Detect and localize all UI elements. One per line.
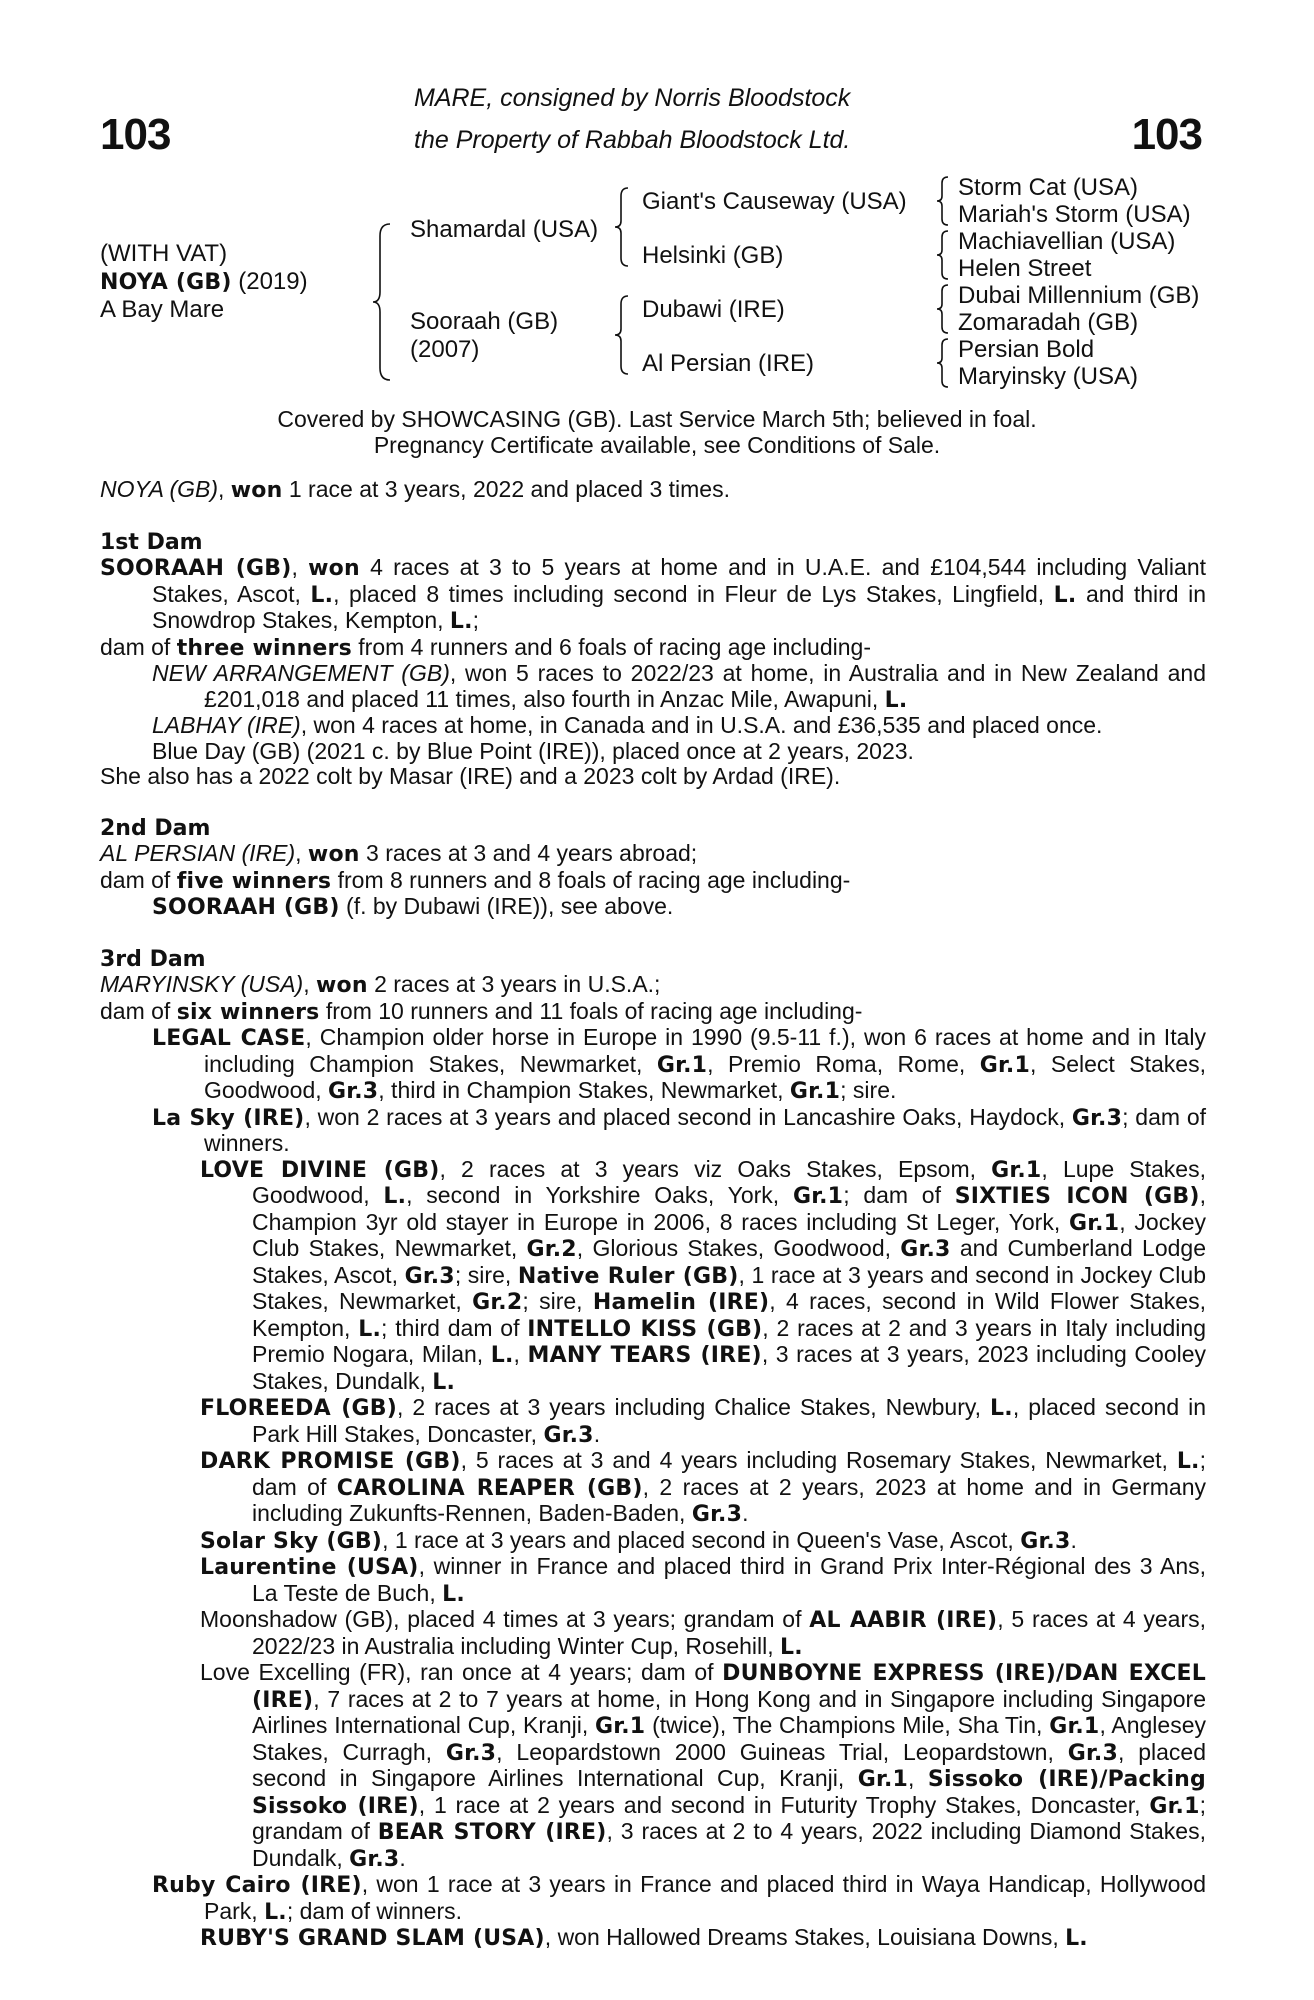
text-run: , 2 races at 2 and 3 years in Italy including Premio Nogara, Milan, <box>252 1314 1206 1367</box>
text-run: ; sire, <box>454 1261 518 1288</box>
descendant-entry <box>100 1157 1206 1396</box>
third-dam-heading: 3rd Dam <box>100 946 206 972</box>
pedigree-sire: Shamardal (USA) <box>410 216 599 243</box>
pedigree-brace-g3-1 <box>936 175 950 227</box>
text-run: Moonshadow (GB), placed 4 times at 3 years; grandam of <box>200 1606 810 1632</box>
text-run: , Champion 3yr old stayer in Europe in 2006, 8 races including St Leger, York, <box>252 1182 1206 1235</box>
text-run: , 3 races at 3 years, 2023 including Cooley Stakes, Dundalk, <box>252 1341 1207 1394</box>
bold-run: Gr.3 <box>328 1079 379 1104</box>
text-run: . <box>593 1420 601 1447</box>
bold-run: DARK PROMISE (GB) <box>200 1449 461 1474</box>
text-run: , placed second in Park Hill Stakes, Doncaster, <box>252 1394 1206 1447</box>
pedigree-gen3-7: Persian Bold <box>958 336 1095 363</box>
bold-run: La Sky (IRE) <box>152 1105 305 1131</box>
text-run: , placed 8 times including second in Fleur de Lys Stakes, Lingfield, <box>333 580 1054 607</box>
text-run: Blue Day (GB) (2021 c. by Blue Point (IRE)), placed once at 2 years, 2023. <box>152 737 914 764</box>
text-run: ; sire. <box>840 1077 897 1103</box>
covered-note-line-1: Covered by SHOWCASING (GB). Last Service March 5th; believed in foal. <box>277 406 1037 432</box>
descendant-entry <box>100 1395 1206 1448</box>
bold-run: Gr.3 <box>900 1237 951 1262</box>
text-run: Love Excelling (FR), ran once at 4 years; dam of <box>200 1659 723 1685</box>
bold-run: LOVE DIVINE (GB) <box>200 1157 440 1183</box>
text-run: and Cumberland Lodge Stakes, Ascot, <box>252 1235 1207 1288</box>
text-run: , Glorious Stakes, Goodwood, <box>576 1235 901 1261</box>
bold-run: won <box>308 556 360 581</box>
text-run: , won 2 races at 3 years and placed second in Lancashire Oaks, Haydock, <box>304 1103 1072 1130</box>
bold-run: L. <box>264 1899 287 1925</box>
text-run: , 1 race at 3 years and placed second in Queen's Vase, Ascot, <box>382 1526 1021 1553</box>
pedigree-brace-dam <box>614 294 630 376</box>
bold-run: L. <box>780 1634 803 1660</box>
catalogue-body <box>100 477 1206 1952</box>
text-run: ; dam of winners. <box>204 1103 1206 1156</box>
text-run: ; sire, <box>522 1288 593 1314</box>
first-dam-heading: 1st Dam <box>100 529 203 555</box>
horse-year: (2019) <box>231 268 308 295</box>
text-run: ; dam of winners. <box>286 1897 462 1924</box>
second-dam-produce-intro <box>100 868 1206 895</box>
second-dam-heading: 2nd Dam <box>100 815 211 841</box>
italic-run: AL PERSIAN (IRE) <box>100 840 296 866</box>
text-run: , <box>908 1765 928 1791</box>
pedigree-gen3-1: Storm Cat (USA) <box>958 174 1139 201</box>
bold-run: Native Ruler (GB) <box>517 1263 739 1289</box>
bold-run: won <box>316 973 368 998</box>
text-run: from 10 runners and 11 foals of racing age including- <box>319 997 863 1024</box>
text-run: ; dam of <box>252 1447 1206 1500</box>
bold-run: L. <box>449 609 473 634</box>
bold-run: L. <box>884 687 908 713</box>
bold-run: INTELLO KISS (GB) <box>527 1316 763 1342</box>
bold-run: Gr.3 <box>1071 1105 1123 1131</box>
produce-entry <box>100 661 1206 713</box>
text-run: , winner in France and placed third in Grand Prix Inter-Régional des 3 Ans, La Teste de Buch, <box>252 1553 1206 1606</box>
pedigree-brace-g3-2 <box>936 229 950 281</box>
bold-run: Hamelin (IRE) <box>592 1290 770 1315</box>
bold-run: SOORAAH (GB) <box>100 556 292 581</box>
bold-run: L. <box>358 1316 382 1342</box>
bold-run: Gr.3 <box>404 1263 455 1289</box>
bold-run: L. <box>383 1184 407 1209</box>
lot-number-left: 103 <box>100 110 171 159</box>
descendant-entry <box>100 1554 1206 1607</box>
horse-name: NOYA (GB) <box>100 270 232 295</box>
bold-run: Gr.3 <box>1067 1740 1118 1766</box>
text-run: . <box>1070 1526 1077 1553</box>
bold-run: Gr.1 <box>991 1157 1042 1183</box>
pedigree-dam: Sooraah (GB) <box>410 308 559 335</box>
descendant-entry <box>100 1607 1206 1660</box>
text-run: , 2 races at 2 years, 2023 at home and in Germany including Zukunfts-Rennen, Baden-Baden, <box>252 1473 1206 1526</box>
produce-entry <box>100 894 1206 921</box>
text-run: , third in Champion Stakes, Newmarket, <box>378 1077 790 1103</box>
text-run: 2 races at 3 years in U.S.A.; <box>367 971 661 997</box>
text-run: (f. by Dubawi (IRE)), see above. <box>339 893 674 919</box>
bold-run: Ruby Cairo (IRE) <box>152 1873 362 1898</box>
text-run: ; grandam of <box>252 1791 1206 1844</box>
bold-run: Gr.3 <box>543 1422 594 1448</box>
bold-run: Gr.3 <box>1020 1528 1071 1554</box>
text-run: , <box>513 1341 528 1367</box>
text-run: , 1 race at 3 years and second in Jockey Club Stakes, Newmarket, <box>252 1261 1206 1314</box>
first-dam-record <box>100 555 1206 635</box>
bold-run: L. <box>310 582 334 608</box>
pedigree-gen2-1: Giant's Causeway (USA) <box>642 188 907 215</box>
bold-run: Gr.1 <box>595 1714 646 1739</box>
produce-entry <box>100 713 1206 739</box>
text-run: . <box>742 1500 749 1526</box>
bold-run: LEGAL CASE <box>152 1026 306 1051</box>
bold-run: SIXTIES ICON (GB) <box>954 1184 1200 1209</box>
text-run: from 8 runners and 8 foals of racing age including- <box>331 866 851 893</box>
text-run: , 5 races at 4 years, 2022/23 in Australia including Winter Cup, Rosehill, <box>252 1606 1207 1659</box>
pedigree-dam-year: (2007) <box>410 336 480 363</box>
bold-run: SOORAAH (GB) <box>152 895 340 920</box>
bold-run: RUBY'S GRAND SLAM (USA) <box>200 1926 545 1951</box>
intro-horse-name: NOYA (GB) <box>100 476 218 502</box>
text-run: dam of <box>100 997 177 1024</box>
text-run: , <box>295 840 308 866</box>
text-run: 3 races at 3 and 4 years abroad; <box>359 840 698 866</box>
pedigree-gen3-4: Helen Street <box>958 255 1092 282</box>
bold-run: L. <box>1176 1449 1200 1474</box>
bold-run: L. <box>432 1369 456 1395</box>
bold-run: AL AABIR (IRE) <box>809 1608 998 1633</box>
produce-entry <box>100 1872 1206 1925</box>
text-run: , won 1 race at 3 years in France and placed third in Waya Handicap, Hollywood Park, <box>204 1871 1206 1924</box>
text-run: , placed second in Singapore Airlines International Cup, Kranji, <box>252 1738 1207 1791</box>
bold-run: Gr.3 <box>349 1846 400 1872</box>
pedigree-gen2-4: Al Persian (IRE) <box>642 350 815 377</box>
consignment-line-1: MARE, consigned by Norris Bloodstock <box>414 84 851 112</box>
first-dam-produce-intro <box>100 635 1206 662</box>
pedigree-gen2-2: Helsinki (GB) <box>642 242 784 269</box>
text-run: . <box>399 1844 406 1871</box>
produce-entry <box>100 1025 1206 1105</box>
bold-run: Gr.3 <box>691 1502 743 1527</box>
pedigree-gen3-8: Maryinsky (USA) <box>958 363 1139 390</box>
bold-run: Laurentine (USA) <box>200 1555 419 1580</box>
produce-entry <box>100 1105 1206 1157</box>
text-run: , won 5 races to 2022/23 at home, in Australia and in New Zealand and £201,018 and placed 11 times, also fourth in Anzac Mile, Awapuni, <box>204 660 1206 712</box>
text-run: and third in Snowdrop Stakes, Kempton, <box>152 580 1206 633</box>
text-run: , Leopardstown 2000 Guineas Trial, Leopardstown, <box>496 1738 1068 1765</box>
first-dam-foals-note <box>100 764 1206 790</box>
pedigree-brace-g3-3 <box>936 283 950 335</box>
text-run: , Lupe Stakes, Goodwood, <box>252 1155 1206 1208</box>
pedigree-gen3-6: Zomaradah (GB) <box>958 309 1139 336</box>
bold-run: won <box>307 842 360 867</box>
bold-run: Gr.2 <box>472 1290 523 1315</box>
text-run: , 2 races at 3 years viz Oaks Stakes, Epsom, <box>439 1155 992 1182</box>
text-run: ; third dam of <box>381 1314 528 1341</box>
text-run: , <box>303 971 316 997</box>
text-run: , won 4 races at home, in Canada and in U.S.A. and £36,535 and placed once. <box>300 712 1103 738</box>
pedigree-gen3-2: Mariah's Storm (USA) <box>958 201 1191 228</box>
text-run: , 4 races, second in Wild Flower Stakes, Kempton, <box>252 1288 1206 1341</box>
produce-entry <box>100 739 1206 765</box>
bold-run: FLOREEDA (GB) <box>200 1396 398 1421</box>
horse-description: A Bay Mare <box>100 296 225 323</box>
bold-run: Gr.1 <box>1149 1793 1200 1819</box>
intro-rest: 1 race at 3 years, 2022 and placed 3 times. <box>282 476 730 502</box>
lot-number-right: 103 <box>1131 110 1202 159</box>
bold-run: Gr.1 <box>979 1052 1031 1078</box>
text-run: ; <box>472 607 480 633</box>
text-run: dam of <box>100 633 177 660</box>
bold-run: six winners <box>176 999 320 1025</box>
consignment-line-2: the Property of Rabbah Bloodstock Ltd. <box>414 126 851 154</box>
bold-run: BEAR STORY (IRE) <box>377 1820 607 1845</box>
bold-run: DUNBOYNE EXPRESS (IRE)/DAN EXCEL (IRE) <box>252 1661 1207 1713</box>
horse-title <box>100 268 308 296</box>
italic-run: LABHAY (IRE) <box>152 712 301 738</box>
bold-run: MANY TEARS (IRE) <box>527 1343 762 1368</box>
bold-run: Gr.1 <box>656 1052 708 1078</box>
bold-run: L. <box>490 1343 514 1368</box>
text-run: , 7 races at 2 to 7 years at home, in Hong Kong and in Singapore including Singapore Airlines International Cup, Kranji, <box>252 1685 1206 1738</box>
pedigree-gen3-5: Dubai Millennium (GB) <box>958 282 1200 309</box>
second-dam-record <box>100 841 1206 868</box>
bold-run: Solar Sky (GB) <box>200 1528 383 1554</box>
bold-run: Gr.2 <box>526 1237 577 1262</box>
text-run: , Champion older horse in Europe in 1990 (9.5-11 f.), won 6 races at home and in Italy including Champion Stakes, Newmarket, <box>204 1024 1206 1077</box>
intro-won: won <box>230 478 283 503</box>
text-run: dam of <box>100 866 177 893</box>
text-run: , 5 races at 3 and 4 years including Rosemary Stakes, Newmarket, <box>460 1447 1177 1473</box>
bold-run: Gr.1 <box>792 1184 844 1209</box>
text-run: She also has a 2022 colt by Masar (IRE) and a 2023 colt by Ardad (IRE). <box>100 763 841 789</box>
third-dam-record <box>100 972 1206 999</box>
bold-run: L. <box>990 1396 1013 1421</box>
bold-run: CAROLINA REAPER (GB) <box>336 1475 643 1501</box>
vat-note: (WITH VAT) <box>100 240 228 267</box>
bold-run: Sissoko (IRE)/Packing Sissoko (IRE) <box>252 1767 1206 1819</box>
bold-run: L. <box>1065 1926 1088 1951</box>
text-run: , Jockey Club Stakes, Newmarket, <box>252 1208 1206 1261</box>
pedigree-brace-main <box>372 222 392 382</box>
pedigree-gen2-3: Dubawi (IRE) <box>642 296 785 323</box>
text-run: , 2 races at 3 years including Chalice Stakes, Newbury, <box>397 1394 991 1420</box>
intro-paragraph: NOYA (GB), won 1 race at 3 years, 2022 and placed 3 times. <box>100 476 730 503</box>
bold-run: three winners <box>176 635 352 661</box>
third-dam-produce-intro <box>100 999 1206 1026</box>
text-run: , 3 races at 2 to 4 years, 2022 including Diamond Stakes, Dundalk, <box>252 1818 1206 1871</box>
text-run: , won Hallowed Dreams Stakes, Louisiana Downs, <box>544 1924 1066 1950</box>
bold-run: Gr.3 <box>445 1740 497 1766</box>
bold-run: five winners <box>176 868 332 894</box>
text-run: 4 races at 3 to 5 years at home and in U.A.E. and £104,544 including Valiant Stakes, Ascot, <box>152 554 1206 607</box>
text-run: ; dam of <box>843 1182 955 1208</box>
text-run: , Select Stakes, Goodwood, <box>204 1050 1206 1103</box>
text-run: from 4 runners and 6 foals of racing age including- <box>351 633 871 660</box>
bold-run: Gr.1 <box>1069 1210 1120 1236</box>
pedigree-gen3-3: Machiavellian (USA) <box>958 228 1176 255</box>
text-run: , <box>291 554 309 580</box>
text-run: , 1 race at 2 years and second in Futurity Trophy Stakes, Doncaster, <box>418 1791 1150 1818</box>
pedigree-brace-g3-4 <box>936 337 950 389</box>
text-run: , Premio Roma, Rome, <box>707 1050 980 1077</box>
bold-run: Gr.1 <box>789 1079 841 1104</box>
italic-run: MARYINSKY (USA) <box>100 971 304 997</box>
bold-run: L. <box>442 1581 465 1607</box>
text-run: , second in Yorkshire Oaks, York, <box>406 1182 793 1208</box>
italic-run: NEW ARRANGEMENT (GB) <box>152 660 450 686</box>
bold-run: Gr.1 <box>1049 1714 1100 1739</box>
descendant-entry <box>100 1528 1206 1555</box>
descendant-entry <box>100 1925 1206 1952</box>
bold-run: L. <box>1053 582 1077 608</box>
pedigree-brace-sire <box>614 186 630 268</box>
descendant-entry <box>100 1660 1206 1872</box>
bold-run: Gr.1 <box>857 1767 909 1792</box>
text-run: (twice), The Champions Mile, Sha Tin, <box>645 1712 1050 1738</box>
covered-note-line-2: Pregnancy Certificate available, see Conditions of Sale. <box>373 432 941 458</box>
descendant-entry <box>100 1448 1206 1528</box>
text-run: , Anglesey Stakes, Curragh, <box>252 1712 1206 1765</box>
